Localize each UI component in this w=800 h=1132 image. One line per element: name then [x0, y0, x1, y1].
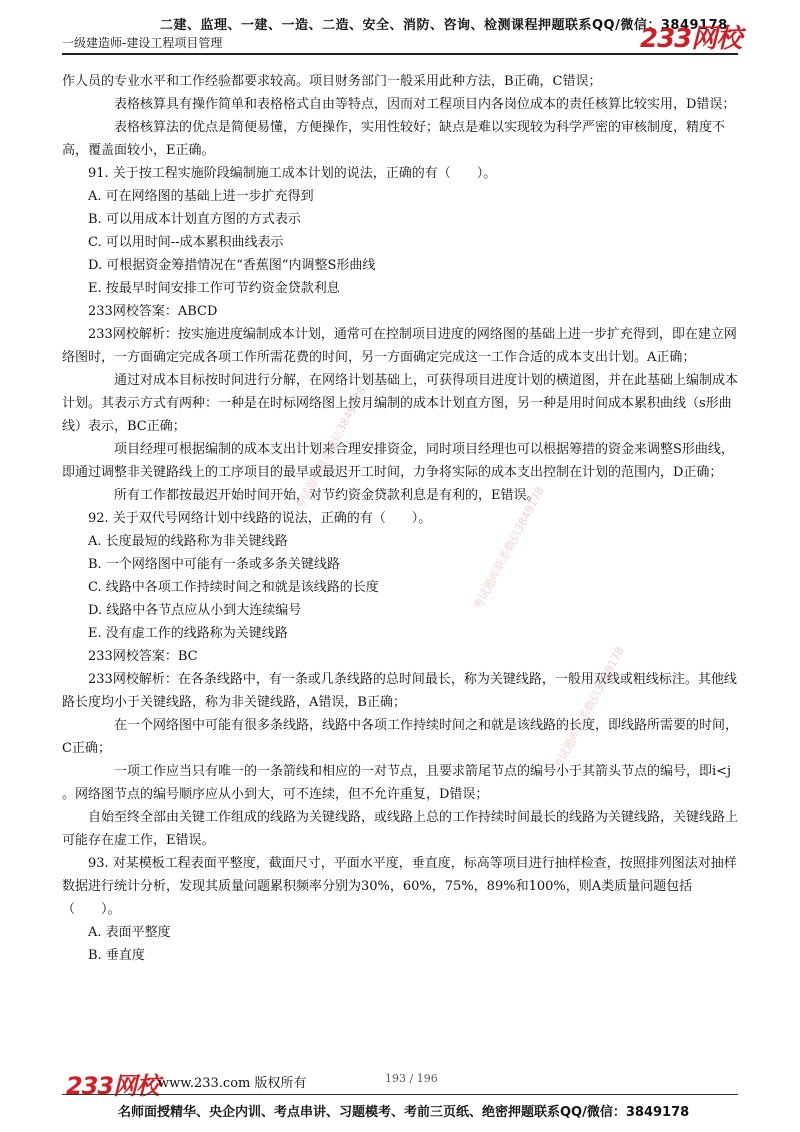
option-line: 233网校答案：BC — [88, 649, 198, 664]
body-paragraph: 所有工作都按最迟开始时间开始，对节约资金贷款利息是有利的，E错误。 — [114, 488, 540, 503]
option-line: D. 可根据资金筹措情况在“香蕉图”内调整S形曲线 — [88, 258, 376, 273]
footer-logo: 233网校 — [66, 1072, 160, 1100]
watermark: 考试题库联系微信3849178 — [471, 484, 547, 612]
footer-site-text: www.233.com 版权所有 — [158, 1076, 307, 1091]
option-line: B. 可以用成本计划直方图的方式表示 — [88, 212, 301, 227]
option-line: B. 一个网络图中可能有一条或多条关键线路 — [88, 557, 340, 572]
header-divider — [62, 53, 738, 55]
option-line: C. 线路中各项工作持续时间之和就是该线路的长度 — [88, 580, 379, 595]
option-line: A. 长度最短的线路称为非关键线路 — [88, 534, 288, 549]
question-paragraph: 233网校解析：按实施进度编制成本计划，通常可在控制项目进度的网络图的基础上进一步扩充得到，即在建立网络图时，一方面确定完成各项工作所需花费的时间，另一方面确定完成这一工作合适的成本支出计划。A正确； — [62, 327, 737, 365]
body-paragraph: 表格核算具有操作简单和表格格式自由等特点，因而对工程项目内各岗位成本的责任核算比较实用，D错误； — [114, 97, 736, 112]
option-line: E. 按最早时间安排工作可节约资金贷款利息 — [88, 281, 340, 296]
option-line: 233网校答案：ABCD — [88, 304, 218, 319]
header-subtitle: 一级建造师-建设工程项目管理 — [62, 36, 223, 50]
body-paragraph: 项目经理可根据编制的成本支出计划来合理安排资金，同时项目经理也可以根据筹措的资金来调整S形曲线，即通过调整非关键路线上的工序项目的最早或最迟开工时间，力争将实际的成本支出控制在计划的范围内，D正确； — [62, 442, 734, 480]
body-paragraph: 通过对成本目标按时间进行分解，在网络计划基础上，可获得项目进度计划的横道图，并在此基础上编制成本计划。其表示方式有两种：一种是在时标网络图上按月编制的成本计划直方图，另一种是用时间成本累积曲线（s形曲线）表示，BC正确； — [62, 373, 739, 434]
brand-logo: 233网校 — [640, 24, 742, 54]
question-paragraph: 自始至终全部由关键工作组成的线路为关键线路，或线路上总的工作持续时间最长的线路为关键线路，关键线路上可能存在虚工作，E错误。 — [62, 810, 739, 848]
body-paragraph: 一项工作应当只有唯一的一条箭线和相应的一对节点，且要求箭尾节点的编号小于其箭头节点的编号，即i<j 。网络图节点的编号顺序应从小到大，可不连续，但不允许重复，D错误； — [62, 764, 732, 802]
page-header — [0, 0, 800, 56]
question-paragraph: 91. 关于按工程实施阶段编制施工成本计划的说法，正确的有（ ）。 — [88, 166, 497, 181]
body-paragraph: 表格核算法的优点是简便易懂，方便操作，实用性较好；缺点是难以实现较为科学严密的审核制度，精度不高，覆盖面较小，E正确。 — [62, 120, 726, 158]
page-footer — [0, 1058, 800, 1132]
watermark: 考试题库联系微信3849178 — [293, 384, 369, 512]
option-line: A. 可在网络图的基础上进一步扩充得到 — [88, 189, 314, 204]
question-paragraph: 233网校解析：在各条线路中，有一条或几条线路的总时间最长，称为关键线路，一般用双线或粗线标注。其他线路长度均小于关键线路，称为非关键线路，A错误，B正确； — [62, 672, 737, 710]
footer-divider — [62, 1094, 738, 1095]
watermark: 考试题库联系微信3849178 — [551, 644, 627, 772]
body-paragraph: 作人员的专业水平和工作经验都要求较高。项目财务部门一般采用此种方法，B正确，C错误； — [62, 74, 602, 89]
page-number: 193 / 196 — [385, 1072, 438, 1085]
option-line: D. 线路中各节点应从小到大连续编号 — [88, 603, 302, 618]
option-line: E. 没有虚工作的线路称为关键线路 — [88, 626, 288, 641]
footer-promo-text: 名师面授精华、央企内训、考点串讲、习题模考、考前三页纸、绝密押题联系QQ/微信：3849178 — [118, 1105, 690, 1120]
header-promo-text: 二建、监理、一建、一造、二造、安全、消防、咨询、检测课程押题联系QQ/微信：3849178 — [160, 18, 728, 33]
body-paragraph: 在一个网络图中可能有很多条线路，线路中各项工作持续时间之和就是该线路的长度，即线路所需要的时间，C正确； — [62, 718, 739, 756]
option-line: C. 可以用时间--成本累积曲线表示 — [88, 235, 284, 250]
option-line: A. 表面平整度 — [88, 925, 171, 940]
question-paragraph: 92. 关于双代号网络计划中线路的说法，正确的有（ ）。 — [88, 511, 432, 526]
question-paragraph: 93. 对某模板工程表面平整度，截面尺寸，平面水平度，垂直度，标高等项目进行抽样检查，按照排列图法对抽样数据进行统计分析，发现其质量问题累积频率分别为30%，60%，75%，89%和100%，则A类质量问题包括（ ）。 — [62, 856, 737, 917]
document-body — [62, 70, 742, 967]
option-line: B. 垂直度 — [88, 948, 145, 963]
